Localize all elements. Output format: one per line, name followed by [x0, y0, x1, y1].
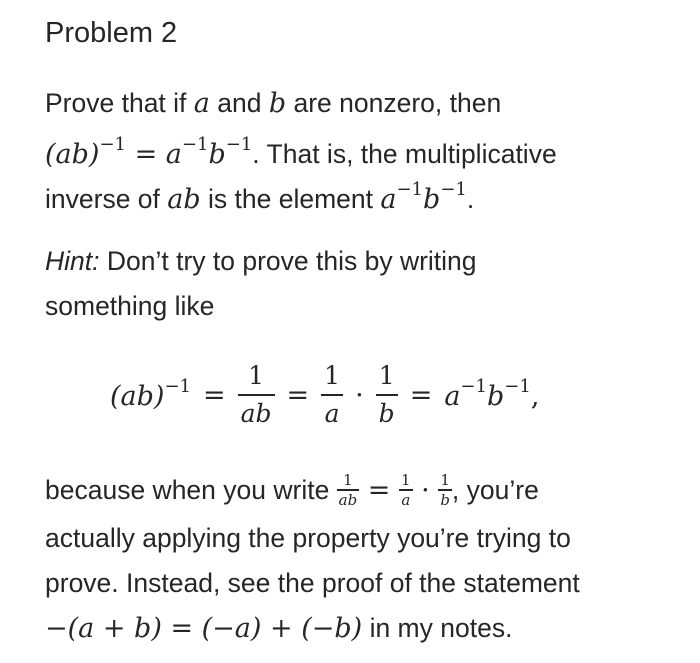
fraction-numerator: 1	[324, 361, 341, 391]
explanation-text: , you’re	[451, 475, 539, 505]
fraction-bar	[376, 394, 398, 396]
equals-sign: =	[126, 138, 166, 170]
hint-text: something like	[45, 291, 215, 321]
equals-sign: =	[286, 379, 310, 411]
explanation-text: prove. Instead, see the proof of the statement	[45, 568, 580, 598]
explanation-text: actually applying the property you’re trying to	[45, 523, 571, 553]
statement-line-2	[45, 128, 557, 175]
explanation-line-1	[45, 470, 539, 511]
small-fraction-1-over-b: $\frac{1}{b}$	[440, 471, 450, 509]
explanation-line-3	[45, 563, 580, 603]
equals-sign: =	[359, 475, 400, 506]
equals-sign: =	[409, 379, 433, 411]
fraction-denominator: a	[324, 398, 340, 428]
statement-line-1	[45, 83, 501, 124]
dot-operator: ·	[355, 379, 364, 411]
variable-a: a	[193, 88, 210, 119]
equals-sign: =	[203, 379, 226, 411]
fraction-1-over-ab	[238, 361, 275, 429]
fraction-bar	[321, 394, 343, 396]
statement-text: inverse of	[45, 183, 168, 214]
statement-text: Prove that if	[45, 88, 194, 118]
eq-rhs: $a^{-1}b^{-1}$,	[444, 375, 540, 412]
math-ab: (ab)	[45, 138, 100, 170]
dot-operator: ·	[412, 475, 439, 506]
fraction-1-over-a	[321, 361, 343, 429]
hint-line-1	[45, 241, 477, 281]
problem-title: Problem 2	[45, 17, 178, 49]
math-ab: ab	[167, 183, 201, 215]
statement-text: . That is, the multiplicative	[252, 138, 557, 169]
hint-text: Don’t try to prove this by writing	[99, 246, 477, 276]
small-fraction-1-over-ab: $\frac{1}{ab}$	[338, 471, 358, 509]
statement-text: is the element	[200, 183, 381, 214]
hint-line-2	[45, 286, 214, 326]
math-negation-identity: −(a + b) = (−a) + (−b)	[45, 613, 363, 644]
fraction-numerator: 1	[248, 361, 265, 391]
fraction-bar	[238, 394, 275, 396]
eq-lhs: (ab)$^{-1}$	[110, 375, 191, 412]
fraction-denominator: ab	[240, 398, 272, 428]
exponent: −1	[181, 134, 209, 155]
statement-text: and	[209, 88, 269, 118]
display-equation	[110, 352, 539, 438]
exponent: −1	[440, 179, 467, 200]
small-fraction-1-over-a: $\frac{1}{a}$	[401, 471, 411, 509]
variable-b: b	[268, 88, 287, 119]
math-b: b	[423, 183, 441, 215]
exponent: −1	[99, 134, 126, 155]
fraction-1-over-b	[376, 361, 398, 429]
explanation-text: because when you write	[45, 475, 337, 505]
exponent: −1	[396, 179, 424, 200]
statement-text: .	[466, 183, 475, 214]
exponent: −1	[225, 134, 253, 155]
fraction-denominator: b	[378, 398, 395, 428]
hint-label: Hint:	[45, 246, 100, 276]
statement-line-3	[45, 173, 474, 220]
math-a: a	[380, 183, 397, 215]
math-a: a	[165, 138, 182, 170]
fraction-numerator: 1	[378, 361, 395, 391]
math-b: b	[208, 138, 226, 170]
explanation-line-2	[45, 518, 571, 558]
explanation-text: in my notes.	[362, 613, 513, 643]
statement-text: are nonzero, then	[286, 88, 502, 118]
explanation-line-4	[45, 608, 512, 649]
